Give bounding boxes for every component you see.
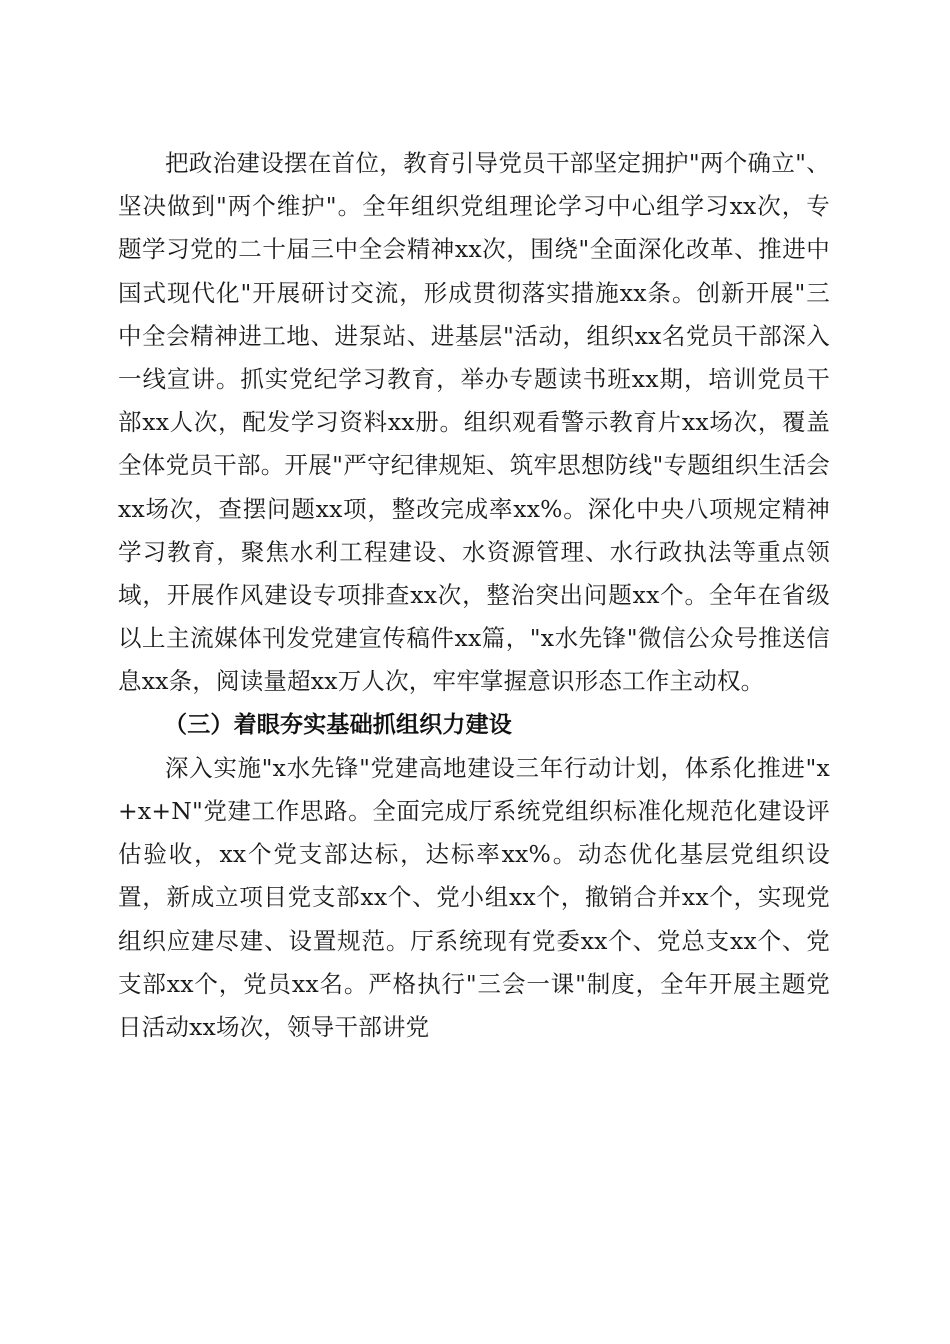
paragraph-organization-building: 深入实施"x水先锋"党建高地建设三年行动计划，体系化推进"x+x+N"党建工作思路。全面完成厅系统党组织标准化规范化建设评估验收，xx个党支部达标，达标率xx%。动态优化基层党组织设置，新成立项目党支部xx个、党小组xx个，撤销合并xx个，实现党组织应建尽建、设置规范。厅系统现有党委xx个、党总支xx个、党支部xx个，党员xx名。严格执行"三会一课"制度，全年开展主题党日活动xx场次，领导干部讲党: [118, 753, 830, 1042]
document-body: [118, 142, 830, 1049]
section-heading-organization: （三）着眼夯实基础抓组织力建设: [164, 711, 512, 738]
paragraph-political-building: 把政治建设摆在首位，教育引导党员干部坚定拥护"两个确立"、坚决做到"两个维护"。全年组织党组理论学习中心组学习xx次，专题学习党的二十届三中全会精神xx次，围绕"全面深化改革、推进中国式现代化"开展研讨交流，形成贯彻落实措施xx条。创新开展"三中全会精神进工地、进泵站、进基层"活动，组织xx名党员干部深入一线宣讲。抓实党纪学习教育，举办专题读书班xx期，培训党员干部xx人次，配发学习资料xx册。组织观看警示教育片xx场次，覆盖全体党员干部。开展"严守纪律规矩、筑牢思想防线"专题组织生活会xx场次，查摆问题xx项，整改完成率xx%。深化中央八项规定精神学习教育，聚焦水利工程建设、水资源管理、水行政执法等重点领域，开展作风建设专项排查xx次，整治突出问题xx个。全年在省级以上主流媒体刊发党建宣传稿件xx篇，"x水先锋"微信公众号推送信息xx条，阅读量超xx万人次，牢牢掌握意识形态工作主动权。: [118, 149, 830, 696]
